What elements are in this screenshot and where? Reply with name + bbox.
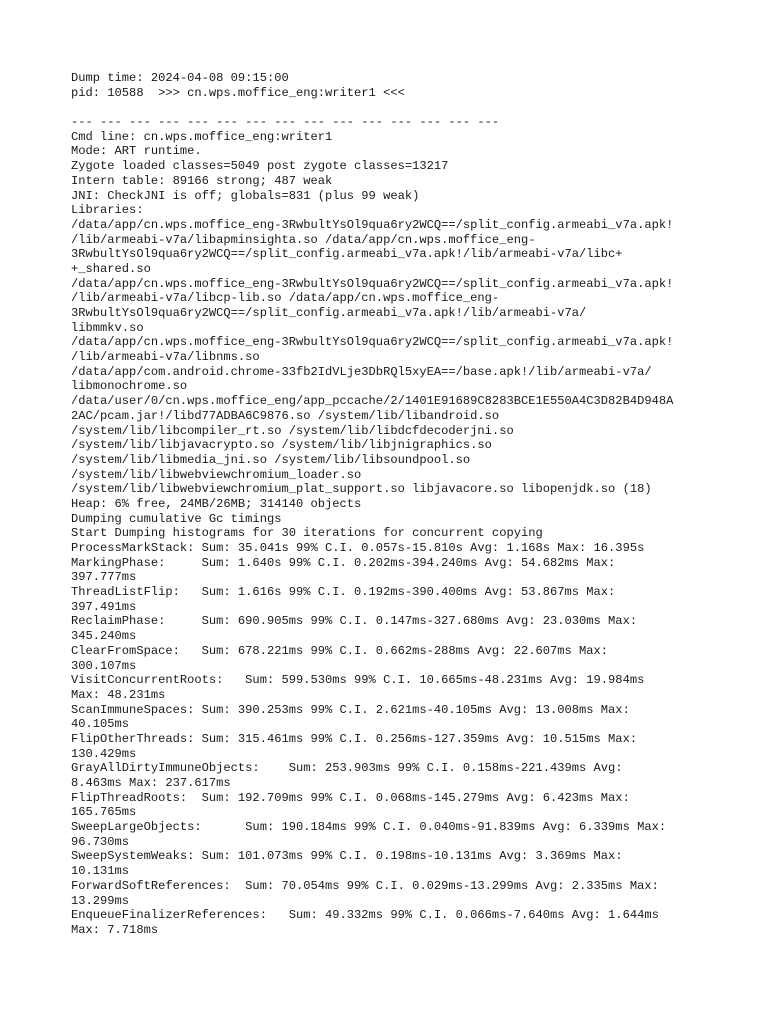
log-line: ScanImmuneSpaces: Sum: 390.253ms 99% C.I. 2.621ms-40.105ms Avg: 13.008ms Max: [71, 702, 630, 717]
log-line: libmmkv.so [71, 320, 144, 335]
log-line: pid: 10588 >>> cn.wps.moffice_eng:writer1 <<< [71, 85, 405, 100]
log-line: ProcessMarkStack: Sum: 35.041s 99% C.I. 0.057s-15.810s Avg: 1.168s Max: 16.395s [71, 541, 645, 555]
log-line: libmonochrome.so [71, 379, 188, 394]
log-line: ThreadListFlip: Sum: 1.616s 99% C.I. 0.192ms-390.400ms Avg: 53.867ms Max: [71, 585, 616, 600]
log-line: ReclaimPhase: Sum: 690.905ms 99% C.I. 0.147ms-327.680ms Avg: 23.030ms Max: [71, 614, 638, 629]
log-line: 300.107ms [71, 658, 137, 673]
log-line: SweepSystemWeaks: Sum: 101.073ms 99% C.I. 0.198ms-10.131ms Avg: 3.369ms Max: [71, 849, 623, 864]
log-line: /lib/armeabi-v7a/libcp-lib.so /data/app/cn.wps.moffice_eng- [71, 291, 500, 306]
log-line: 397.777ms [71, 570, 137, 585]
log-line: Max: 7.718ms [71, 922, 159, 937]
log-line: /system/lib/libwebviewchromium_loader.so [71, 467, 362, 482]
log-line: SweepLargeObjects: Sum: 190.184ms 99% C.I. 0.040ms-91.839ms Avg: 6.339ms Max: [71, 820, 667, 835]
log-line: /data/app/cn.wps.moffice_eng-3RwbultYsOl9qua6ry2WCQ==/split_config.armeabi_v7a.apk! [71, 335, 674, 350]
log-line: 397.491ms [71, 599, 137, 614]
log-line: 165.765ms [71, 805, 137, 820]
log-line: 345.240ms [71, 629, 137, 644]
log-line: Intern table: 89166 strong; 487 weak [71, 173, 333, 188]
log-line: /lib/armeabi-v7a/libnms.so [71, 350, 260, 365]
log-line: /data/user/0/cn.wps.moffice_eng/app_pccache/2/1401E91689C8283BCE1E550A4C3D82B4D948A [71, 394, 674, 409]
log-dump-text [71, 71, 751, 938]
log-line: /system/lib/libmedia_jni.so /system/lib/libsoundpool.so [71, 452, 471, 467]
log-line: Dump time: 2024-04-08 09:15:00 [71, 71, 289, 85]
log-line: +_shared.so [71, 261, 151, 276]
log-line: 2AC/pcam.jar!/libd77ADBA6C9876.so /system/lib/libandroid.so [71, 408, 500, 423]
log-line: 130.429ms [71, 746, 137, 761]
log-line: /data/app/cn.wps.moffice_eng-3RwbultYsOl9qua6ry2WCQ==/split_config.armeabi_v7a.apk! [71, 276, 674, 291]
log-line: ClearFromSpace: Sum: 678.221ms 99% C.I. 0.662ms-288ms Avg: 22.607ms Max: [71, 643, 609, 658]
log-line: 96.730ms [71, 834, 130, 849]
log-line: Start Dumping histograms for 30 iterations for concurrent copying [71, 526, 543, 541]
blank-line [71, 100, 751, 115]
log-line: /system/lib/libjavacrypto.so /system/lib/libjnigraphics.so [71, 438, 492, 453]
log-line: Heap: 6% free, 24MB/26MB; 314140 objects [71, 496, 362, 511]
log-line: ForwardSoftReferences: Sum: 70.054ms 99% C.I. 0.029ms-13.299ms Avg: 2.335ms Max: [71, 878, 659, 893]
log-line: MarkingPhase: Sum: 1.640s 99% C.I. 0.202ms-394.240ms Avg: 54.682ms Max: [71, 555, 616, 570]
log-line: FlipOtherThreads: Sum: 315.461ms 99% C.I. 0.256ms-127.359ms Avg: 10.515ms Max: [71, 731, 638, 746]
log-line: /lib/armeabi-v7a/libapminsighta.so /data/app/cn.wps.moffice_eng- [71, 232, 536, 247]
log-line: Max: 48.231ms [71, 687, 166, 702]
log-line: --- --- --- --- --- --- --- --- --- --- --- --- --- --- --- [71, 115, 500, 130]
log-line: 13.299ms [71, 893, 130, 908]
log-line: GrayAllDirtyImmuneObjects: Sum: 253.903ms 99% C.I. 0.158ms-221.439ms Avg: [71, 761, 623, 776]
log-line: Zygote loaded classes=5049 post zygote classes=13217 [71, 159, 449, 174]
log-line: 10.131ms [71, 864, 130, 879]
log-line: 8.463ms Max: 237.617ms [71, 776, 231, 790]
log-line: /system/lib/libcompiler_rt.so /system/lib/libdcfdecoderjni.so [71, 423, 514, 438]
log-line: Mode: ART runtime. [71, 144, 202, 159]
log-line: 3RwbultYsOl9qua6ry2WCQ==/split_config.armeabi_v7a.apk!/lib/armeabi-v7a/libc+ [71, 247, 623, 262]
log-line: /data/app/cn.wps.moffice_eng-3RwbultYsOl9qua6ry2WCQ==/split_config.armeabi_v7a.apk! [71, 217, 674, 232]
log-line: /system/lib/libwebviewchromium_plat_support.so libjavacore.so libopenjdk.so (18) [71, 482, 652, 497]
log-line: 3RwbultYsOl9qua6ry2WCQ==/split_config.armeabi_v7a.apk!/lib/armeabi-v7a/ [71, 306, 587, 320]
log-line: FlipThreadRoots: Sum: 192.709ms 99% C.I. 0.068ms-145.279ms Avg: 6.423ms Max: [71, 790, 630, 805]
log-line: Libraries: [71, 203, 144, 218]
log-line: 40.105ms [71, 717, 130, 732]
log-line: /data/app/com.android.chrome-33fb2IdVLje3DbRQl5xyEA==/base.apk!/lib/armeabi-v7a/ [71, 364, 652, 379]
log-line: Dumping cumulative Gc timings [71, 511, 282, 526]
log-line: JNI: CheckJNI is off; globals=831 (plus 99 weak) [71, 188, 420, 203]
log-line: Cmd line: cn.wps.moffice_eng:writer1 [71, 129, 333, 144]
log-line: VisitConcurrentRoots: Sum: 599.530ms 99% C.I. 10.665ms-48.231ms Avg: 19.984ms [71, 673, 645, 688]
log-line: EnqueueFinalizerReferences: Sum: 49.332ms 99% C.I. 0.066ms-7.640ms Avg: 1.644ms [71, 908, 659, 923]
